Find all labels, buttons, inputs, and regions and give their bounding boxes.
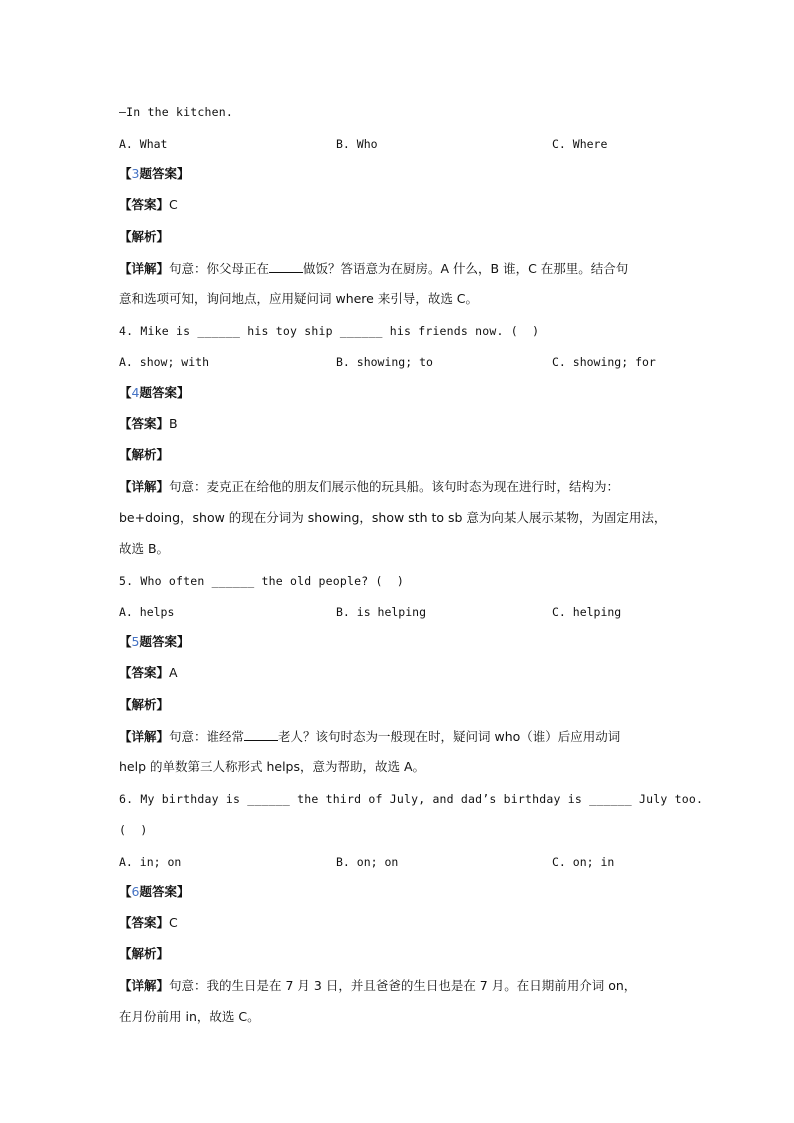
- q6-question-tail: ( ): [119, 823, 148, 837]
- q3-option-c: C. Where: [552, 137, 608, 151]
- q3-answer-line: —In the kitchen.: [119, 105, 233, 119]
- q5-question: 5. Who often ______ the old people? ( ): [119, 574, 404, 588]
- q4-answer: 【答案】B: [119, 416, 178, 431]
- q6-option-a: A. in; on: [119, 855, 182, 869]
- q3-option-b: B. Who: [336, 137, 378, 151]
- q5-detail-line-1: 【详解】句意：谁经常 老人？该句时态为一般现在时，疑问词 who（谁）后应用动词: [119, 729, 621, 744]
- q3-detail-line-1: 【详解】句意：你父母正在 做饭？答语意为在厨房。A 什么，B 谁，C 在那里。结合句: [119, 261, 629, 276]
- q4-question: 4. Mike is ______ his toy ship ______ his friends now. ( ): [119, 324, 540, 338]
- q4-option-a: A. show; with: [119, 355, 210, 369]
- q6-question: 6. My birthday is ______ the third of July, and dad’s birthday is ______ July too.: [119, 792, 704, 806]
- q6-option-b: B. on; on: [336, 855, 399, 869]
- q4-analysis-label: 【解析】: [119, 447, 170, 462]
- q4-option-b: B. showing; to: [336, 355, 433, 369]
- q6-option-c: C. on; in: [552, 855, 615, 869]
- q4-detail-line-3: 故选 B。: [119, 541, 170, 556]
- q3-answer: 【答案】C: [119, 197, 178, 212]
- blank-line: [244, 728, 278, 741]
- q4-detail-line-1: 【详解】句意：麦克正在给他的朋友们展示他的玩具船。该句时态为现在进行时，结构为：: [119, 479, 620, 494]
- q5-option-a: A. helps: [119, 605, 175, 619]
- blank-line: [269, 260, 303, 273]
- q3-analysis-label: 【解析】: [119, 229, 170, 244]
- q5-analysis-label: 【解析】: [119, 697, 170, 712]
- q3-option-a: A. What: [119, 137, 168, 151]
- q6-answer: 【答案】C: [119, 915, 178, 930]
- q5-option-b: B. is helping: [336, 605, 427, 619]
- q5-answer: 【答案】A: [119, 665, 178, 680]
- q4-option-c: C. showing; for: [552, 355, 656, 369]
- q3-heading: 【3题答案】: [119, 166, 190, 181]
- q6-heading: 【6题答案】: [119, 884, 190, 899]
- q6-detail-line-1: 【详解】句意：我的生日是在 7 月 3 日，并且爸爸的生日也是在 7 月。在日期前用介词 on，: [119, 978, 637, 993]
- q6-analysis-label: 【解析】: [119, 946, 170, 961]
- q5-option-c: C. helping: [552, 605, 622, 619]
- q4-heading: 【4题答案】: [119, 385, 190, 400]
- q3-detail-line-2: 意和选项可知，询问地点，应用疑问词 where 来引导，故选 C。: [119, 291, 479, 306]
- q6-detail-line-2: 在月份前用 in，故选 C。: [119, 1009, 260, 1024]
- q4-detail-line-2: be+doing，show 的现在分词为 showing，show sth to sb 意为向某人展示某物，为固定用法，: [119, 510, 667, 525]
- q5-detail-line-2: help 的单数第三人称形式 helps，意为帮助，故选 A。: [119, 759, 426, 774]
- q5-heading: 【5题答案】: [119, 634, 190, 649]
